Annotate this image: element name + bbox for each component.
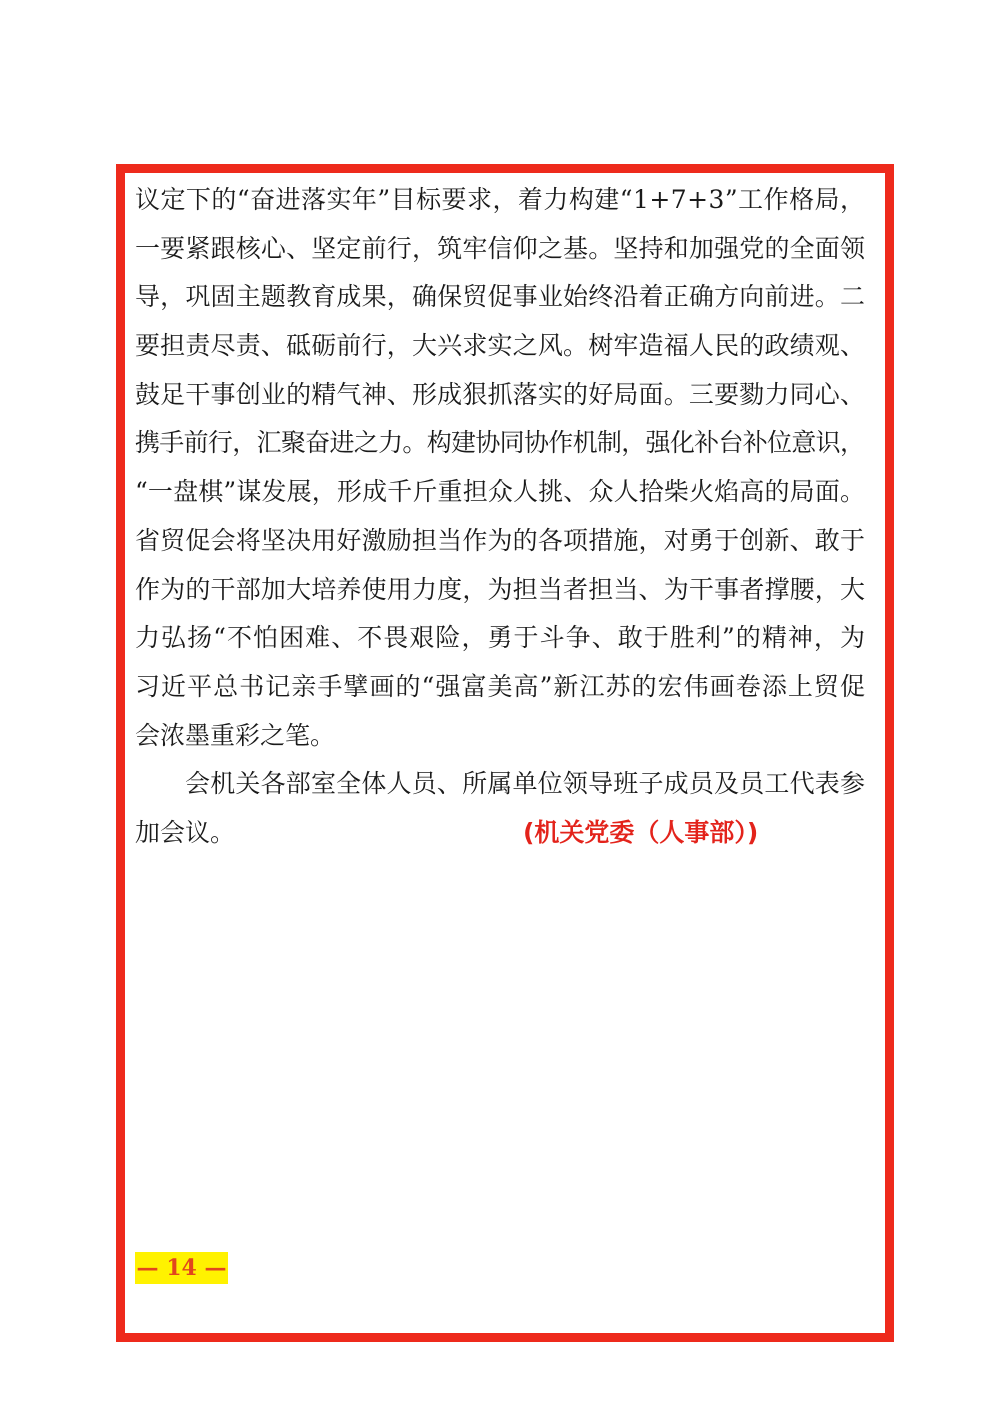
signature: (机关党委（人事部）) xyxy=(523,817,759,847)
body-line: 省贸促会将坚决用好激励担当作为的各项措施，对勇于创新、敢于 xyxy=(135,525,866,555)
body-line: 导，巩固主题教育成果，确保贸促事业始终沿着正确方向前进。二 xyxy=(135,282,866,312)
body-line: 力弘扬“不怕困难、不畏艰险，勇于斗争、敢于胜利”的精神，为 xyxy=(135,623,867,653)
body-line: “一盘棋”谋发展，形成千斤重担众人挑、众人拾柴火焰高的局面。 xyxy=(135,477,866,507)
body-line-indented: 会机关各部室全体人员、所属单位领导班子成员及员工代表参 xyxy=(185,769,866,799)
body-line: 会浓墨重彩之笔。 xyxy=(135,720,336,750)
body-line: 携手前行，汇聚奋进之力。构建协同协作机制，强化补台补位意识， xyxy=(135,428,865,458)
body-line: 习近平总书记亲手擘画的“强富美高”新江苏的宏伟画卷添上贸促 xyxy=(135,671,867,701)
page-number: — 14 — xyxy=(135,1252,228,1284)
body-line: 鼓足干事创业的精气神、形成狠抓落实的好局面。三要勠力同心、 xyxy=(135,379,866,409)
body-line: 作为的干部加大培养使用力度，为担当者担当、为干事者撑腰，大 xyxy=(135,574,866,604)
body-line: 议定下的“奋进落实年”目标要求，着力构建“1+7+3”工作格局， xyxy=(135,185,866,214)
body-line: 要担责尽责、砥砺前行，大兴求实之风。树牢造福人民的政绩观、 xyxy=(135,331,866,361)
body-line: 一要紧跟核心、坚定前行，筑牢信仰之基。坚持和加强党的全面领 xyxy=(135,233,866,263)
closing-text: 加会议。 xyxy=(135,817,236,847)
closing-line xyxy=(135,809,865,858)
body-text xyxy=(135,176,865,858)
